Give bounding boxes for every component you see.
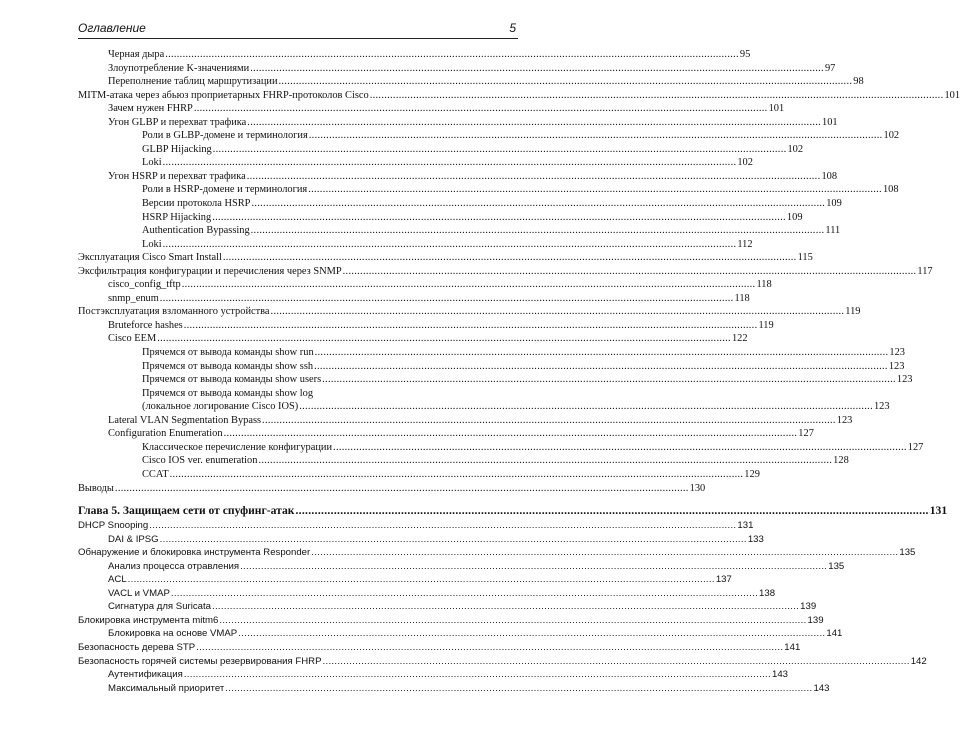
toc-entry-page: 127 [907,441,924,453]
dot-leader [148,519,737,533]
toc-entry[interactable] [78,655,927,669]
toc-entry-title: Максимальный приоритет [108,682,225,694]
toc-entry[interactable] [78,614,824,628]
toc-entry-page: 123 [873,401,890,413]
toc-entry-page: 123 [896,374,913,386]
dot-leader [261,414,837,428]
toc-entry[interactable] [78,414,853,428]
toc-entry-page: 101 [944,89,960,101]
dot-leader [270,305,846,319]
toc-entry-title: Черная дыра [108,49,165,60]
dot-leader [211,600,800,614]
toc-entry[interactable] [78,533,764,547]
toc-entry-page: 95 [739,49,751,60]
toc-entry[interactable] [78,183,899,197]
toc-entry[interactable] [78,62,836,76]
toc-entry-title: Блокировка на основе VMAP [108,628,238,640]
dot-leader [332,441,908,455]
dot-leader [250,197,826,211]
dot-leader [159,292,735,306]
toc-entry-continuation[interactable] [78,400,890,414]
toc-entry-title: MITM-атака через абьюз проприетарных FHRP-протоколов Cisco [78,89,369,101]
toc-entry[interactable] [78,482,706,496]
toc-entry-title: snmp_enum [108,292,159,304]
toc-entry-title: Обнаружение и блокировка инструмента Responder [78,547,311,559]
dot-leader [159,533,748,547]
toc-entry-title: Cisco IOS ver. enumeration [142,455,258,467]
toc-entry[interactable] [78,305,861,319]
dot-leader [369,89,945,103]
toc-entry-title: Безопасность дерева STP [78,641,196,653]
toc-entry-title: Блокировка инструмента mitm6 [78,614,219,626]
toc-gap [78,495,518,503]
toc-entry[interactable] [78,197,842,211]
toc-entry[interactable] [78,156,753,170]
toc-entry-title: Lateral VLAN Segmentation Bypass [108,414,262,426]
toc-entry-title: Loki [142,157,162,169]
toc-entry-title: Переполнение таблиц маршрутизации [108,76,278,88]
toc-entry[interactable] [78,427,814,441]
toc-entry-page: 101 [768,103,785,115]
toc-entry-title: Прячемся от вывода команды show users [142,374,322,386]
toc-entry-title: DAI & IPSG [108,533,159,545]
toc-entry[interactable] [78,211,803,225]
toc-entry[interactable] [78,48,751,62]
dot-leader [183,668,772,682]
toc-entry[interactable] [78,224,841,238]
dot-leader [294,503,929,519]
toc-entry-page: 118 [756,279,772,291]
toc-top-section [78,48,960,495]
toc-entry[interactable] [78,682,830,696]
toc-entry-title: Прячемся от вывода команды show ssh [142,360,314,372]
toc-entry[interactable] [78,102,785,116]
dot-leader [162,156,738,170]
dot-leader [239,560,828,574]
toc-entry-title: Злоупотребление K-значениями [108,62,250,74]
toc-entry-page: 123 [888,360,905,372]
toc-entry-title: GLBP Hijacking [142,143,212,155]
toc-entry-page: 139 [800,601,817,613]
toc-entry-page: 142 [910,655,927,667]
toc-entry-page: 128 [833,455,849,467]
toc-entry-page: 102 [737,157,753,169]
toc-entry-title: Прячемся от вывода команды show log [142,387,314,399]
dot-leader [195,641,784,655]
toc-entry-page: 101 [822,116,838,128]
toc-entry-title: VACL и VMAP [108,587,170,599]
toc-entry-title: Роли в GLBP-домене и терминология [142,130,308,142]
toc-entry-page: 141 [784,641,801,653]
toc-entry-page: 111 [825,225,841,237]
toc-entry-title: ACL [108,574,127,586]
toc-entry[interactable] [78,238,753,252]
toc-entry-title: Роли в HSRP-домене и терминология [142,184,308,196]
dot-leader [308,129,884,143]
toc-entry-title: Прячемся от вывода команды show run [142,347,314,359]
toc-entry[interactable] [78,251,813,265]
dot-leader [322,655,911,669]
toc-entry-page: 109 [826,198,842,210]
toc-entry[interactable] [78,89,960,103]
toc-entry-page: 119 [758,319,774,331]
toc-entry-page: 118 [734,292,750,304]
toc-entry-page: 139 [807,614,824,626]
toc-entry-page: 98 [853,76,864,88]
dot-leader [222,251,798,265]
toc-entry-title: Безопасность горячей системы резервирования FHRP [78,655,322,667]
toc-entry-page: 108 [821,170,838,182]
toc-entry[interactable] [78,75,864,89]
toc-entry[interactable] [78,641,801,655]
toc-entry[interactable] [78,129,900,143]
toc-entry[interactable] [78,587,776,601]
chapter-heading[interactable] [78,503,948,519]
dot-leader [127,573,716,587]
toc-entry-title: CCAT [142,468,169,480]
toc-entry-title: cisco_config_tftp [108,279,181,291]
toc-entry-page: 102 [883,130,900,142]
toc-entry-title: Loki [142,238,162,250]
chapter-page: 131 [929,504,948,518]
toc-entry[interactable] [78,441,924,455]
dot-leader [246,116,822,130]
toc-entry[interactable] [78,387,518,401]
toc-entry-page: 123 [836,414,853,426]
dot-leader [313,360,889,374]
toc-entry-title: Эксплуатация Cisco Smart Install [78,252,222,264]
toc-entry-title: Bruteforce hashes [108,319,183,331]
dot-leader [246,170,822,184]
running-header [78,20,518,39]
toc-entry-page: 102 [787,143,804,155]
toc-entry[interactable] [78,143,804,157]
toc-entry-title: Постэксплуатация взломанного устройства [78,306,270,318]
toc-bottom-section [78,519,927,695]
toc-entry-title: Аутентификация [108,669,183,681]
dot-leader [183,319,759,333]
toc-entry-title: Классическое перечисление конфигурации [142,441,333,453]
toc-entry[interactable] [78,346,905,360]
toc-entry[interactable] [78,519,754,533]
toc-entry-title: Authentication Bypassing [142,225,250,237]
toc-entry[interactable] [78,454,849,468]
dot-leader [211,211,787,225]
toc-entry-page: 109 [786,211,803,223]
toc-entry-title: DHCP Snooping [78,520,149,532]
toc-entry[interactable] [78,319,774,333]
toc-entry[interactable] [78,560,845,574]
dot-leader [114,482,690,496]
dot-leader [181,278,757,292]
dot-leader [164,48,740,62]
dot-leader [298,400,874,414]
toc-entry[interactable] [78,668,788,682]
dot-leader [257,454,833,468]
dot-leader [170,587,759,601]
toc-entry-page: 112 [737,238,753,250]
toc-entry-page: 135 [899,547,916,559]
dot-leader [156,332,732,346]
dot-leader [307,183,883,197]
toc-entry-title: Угон HSRP и перехват трафика [108,170,246,182]
toc-entry-title: Cisco EEM [108,333,157,345]
toc-entry[interactable] [78,292,750,306]
toc-entry-page: 97 [824,62,836,74]
toc-entry-page: 108 [882,184,899,196]
toc-entry-title: Configuration Enumeration [108,428,223,440]
toc-entry[interactable] [78,573,732,587]
dot-leader [321,373,897,387]
dot-leader [223,427,799,441]
header-title: Оглавление [78,21,146,35]
toc-entry[interactable] [78,373,913,387]
toc-entry-title: Выводы [78,482,114,494]
toc-entry[interactable] [78,360,905,374]
toc-entry-page: 115 [797,252,813,264]
toc-entry[interactable] [78,627,843,641]
toc-entry[interactable] [78,332,748,346]
header-page-number: 5 [509,21,516,35]
toc-entry-page: 123 [889,347,905,359]
toc-entry-page: 138 [759,587,776,599]
toc-entry-page: 133 [747,533,764,545]
toc-entry[interactable] [78,546,916,560]
dot-leader [224,682,813,696]
toc-entry-title: Зачем нужен FHRP [108,103,193,115]
toc-entry-title: Сигнатура для Suricata [108,601,211,613]
toc-entry-page: 141 [826,628,843,640]
toc-entry[interactable] [78,265,933,279]
dot-leader [310,546,899,560]
toc-entry[interactable] [78,170,838,184]
dot-leader [342,265,918,279]
toc-entry-title: Версии протокола HSRP [142,198,251,210]
toc-entry[interactable] [78,278,772,292]
toc-entry-title-continuation: (локальное логирование Cisco IOS) [142,401,299,413]
toc-entry-page: 130 [689,482,706,494]
toc-entry-page: 143 [813,682,830,694]
toc-entry-page: 122 [731,333,748,345]
dot-leader [250,224,826,238]
dot-leader [169,468,745,482]
dot-leader [314,346,890,360]
dot-leader [278,75,854,89]
toc-entry-page: 143 [771,669,788,681]
toc-entry-title: Анализ процесса отравления [108,560,240,572]
toc-entry[interactable] [78,116,838,130]
dot-leader [162,238,738,252]
toc-entry-page: 137 [715,574,732,586]
toc-entry[interactable] [78,468,760,482]
dot-leader [212,143,788,157]
toc-entry-title: Эксфильтрация конфигурации и перечисления через SNMP [78,265,342,277]
toc-entry-page: 135 [828,560,845,572]
dot-leader [249,62,825,76]
dot-leader [193,102,769,116]
toc-entry-title: HSRP Hijacking [142,211,212,223]
toc-entry-title: Угон GLBP и перехват трафика [108,116,247,128]
toc-entry[interactable] [78,600,817,614]
toc-entry-page: 131 [737,520,754,532]
toc-entry-page: 129 [744,468,760,480]
dot-leader [218,614,807,628]
toc-entry-page: 119 [845,306,861,318]
toc-entry-page: 117 [917,265,933,277]
chapter-title: Глава 5. Защищаем сети от спуфинг-атак [78,504,295,518]
table-of-contents [78,48,960,695]
toc-entry-page: 127 [798,428,814,440]
dot-leader [237,627,826,641]
